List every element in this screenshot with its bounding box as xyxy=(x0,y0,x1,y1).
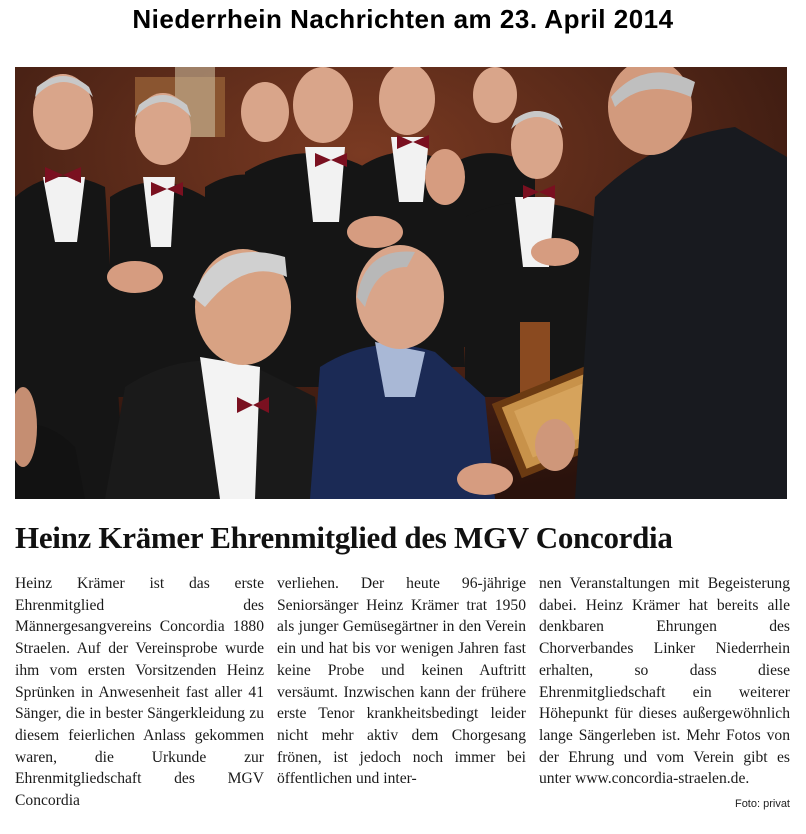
choir-honor-photo xyxy=(15,67,787,499)
article-column-1: Heinz Krämer ist das erste Ehrenmitglied des Männergesangvereins Concordia 1880 Straelen. Auf der Vereinsprobe wurde ihm vom ersten Vorsitzenden Heinz Sprünken in Anwesenheit fast aller 41 Sänger, die in bester Sängerkleidung zu diesem feierlichen Anlass gekommen waren, die Urkunde zur Ehrenmitgliedschaft des MGV Concordia xyxy=(15,575,264,810)
newspaper-masthead: Niederrhein Nachrichten am 23. April 2014 xyxy=(132,4,674,34)
article-column-3 xyxy=(539,573,790,816)
photo-credit: Foto: privat xyxy=(734,798,790,811)
article-column-2: verliehen. Der heute 96-jährige Seniorsänger Heinz Krämer trat 1950 als junger Gemüsegärtner in den Verein ein und hat bis vor wenigen Jahren fast keine Probe und keinen Auftritt versäumt. Inzwischen kann der frühere erste Tenor krankheitsbedingt leider nicht mehr aktiv dem Chorgesang frönen, ist jedoch noch immer bei öffentlichen und inter- xyxy=(277,575,526,788)
article-body xyxy=(15,573,790,823)
article-photo xyxy=(15,67,787,499)
article-headline: Heinz Krämer Ehrenmitglied des MGV Concordia xyxy=(15,520,673,555)
article-column-3-text: nen Veranstaltungen mit Begeisterung dabei. Heinz Krämer hat bereits alle denkbaren Ehrungen des Chorverbandes Linker Niederrhein erhalten, so dass diese Ehrenmitgliedschaft ein weiterer Höhepunkt für dieses außergewöhnlich lange Sängerleben ist. Mehr Fotos von der Ehrung und vom Verein gibt es unter www.concordia-straelen.de. xyxy=(539,575,790,788)
